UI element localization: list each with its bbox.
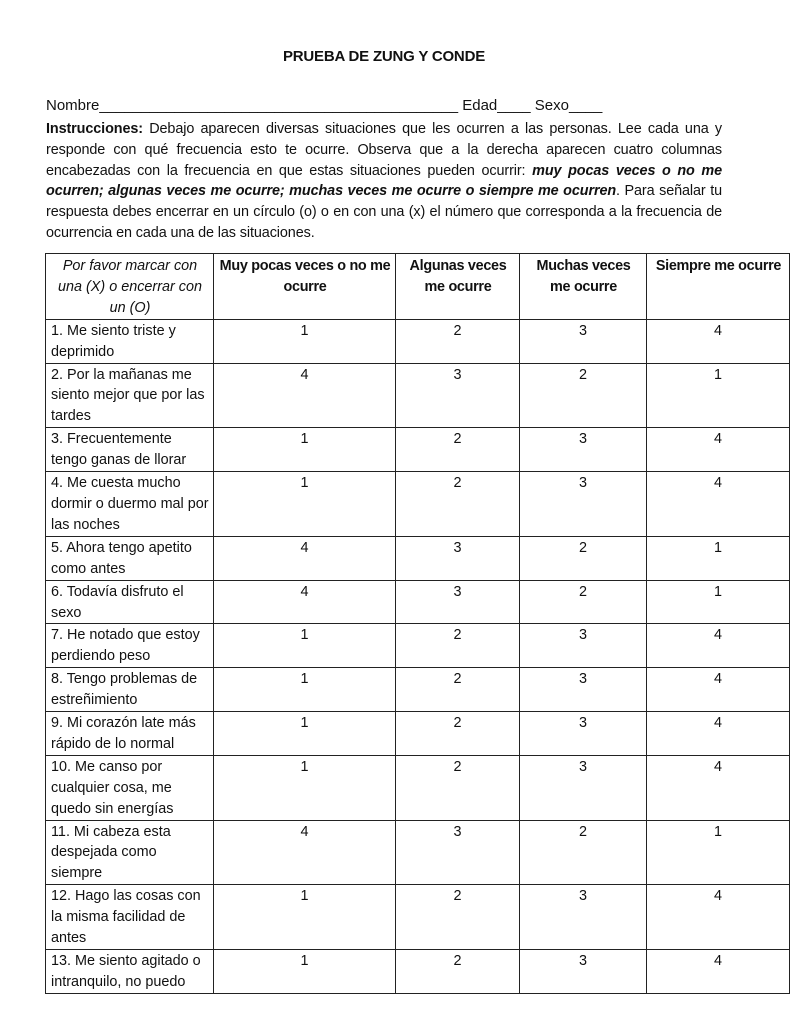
table-row bbox=[46, 755, 790, 820]
score-option[interactable]: 4 bbox=[214, 820, 396, 885]
score-option[interactable]: 1 bbox=[647, 580, 790, 624]
score-option[interactable]: 3 bbox=[520, 624, 647, 668]
header-often: Muchas veces me ocurre bbox=[520, 254, 647, 320]
score-option[interactable]: 4 bbox=[647, 755, 790, 820]
score-option[interactable]: 3 bbox=[520, 885, 647, 950]
item-statement: 13. Me siento agitado o intranquilo, no puedo bbox=[46, 950, 214, 994]
table-row bbox=[46, 624, 790, 668]
score-option[interactable]: 1 bbox=[214, 319, 396, 363]
item-statement: 8. Tengo problemas de estreñimiento bbox=[46, 668, 214, 712]
score-option[interactable]: 4 bbox=[214, 536, 396, 580]
item-statement: 6. Todavía disfruto el sexo bbox=[46, 580, 214, 624]
score-option[interactable]: 1 bbox=[214, 428, 396, 472]
table-row bbox=[46, 472, 790, 537]
item-statement: 10. Me canso por cualquier cosa, me quedo sin energías bbox=[46, 755, 214, 820]
instructions-text-before: Debajo aparecen diversas situaciones que les ocurren a las personas. Lee cada una y responde con qué frecuencia esto te ocurre. Observa que a la derecha aparecen cuatro columnas encabezadas con la frecuencia en que estas situaciones pueden ocurrir: bbox=[46, 121, 722, 179]
score-option[interactable]: 2 bbox=[396, 428, 520, 472]
score-option[interactable]: 1 bbox=[647, 820, 790, 885]
score-option[interactable]: 3 bbox=[520, 319, 647, 363]
item-statement: 5. Ahora tengo apetito como antes bbox=[46, 536, 214, 580]
table-row bbox=[46, 712, 790, 756]
score-option[interactable]: 2 bbox=[396, 319, 520, 363]
score-option[interactable]: 3 bbox=[520, 755, 647, 820]
score-option[interactable]: 4 bbox=[647, 668, 790, 712]
score-option[interactable]: 1 bbox=[214, 472, 396, 537]
item-statement: 12. Hago las cosas con la misma facilidad de antes bbox=[46, 885, 214, 950]
header-always: Siempre me ocurre bbox=[647, 254, 790, 320]
instructions-text-after: . Para señalar tu respuesta debes encerrar en un círculo (o) o en con una (x) el número que corresponda a la frecuencia de ocurrencia en cada una de las situaciones. bbox=[46, 183, 723, 241]
score-option[interactable]: 3 bbox=[520, 950, 647, 994]
table-row bbox=[46, 363, 790, 428]
item-statement: 9. Mi corazón late más rápido de lo normal bbox=[46, 712, 214, 756]
table-row bbox=[46, 536, 790, 580]
score-option[interactable]: 2 bbox=[520, 363, 647, 428]
score-option[interactable]: 4 bbox=[214, 580, 396, 624]
score-option[interactable]: 4 bbox=[647, 624, 790, 668]
score-option[interactable]: 2 bbox=[520, 536, 647, 580]
respondent-fields-line: Nombre___________________________________________ Edad____ Sexo____ bbox=[46, 97, 603, 114]
document-page bbox=[46, 48, 722, 246]
score-option[interactable]: 3 bbox=[520, 712, 647, 756]
score-option[interactable]: 2 bbox=[520, 580, 647, 624]
score-option[interactable]: 1 bbox=[214, 624, 396, 668]
header-rarely: Muy pocas veces o no me ocurre bbox=[214, 254, 396, 320]
table-header-row bbox=[46, 254, 790, 320]
score-option[interactable]: 3 bbox=[520, 472, 647, 537]
zung-scale-table bbox=[45, 253, 790, 994]
table-row bbox=[46, 580, 790, 624]
item-statement: 4. Me cuesta mucho dormir o duermo mal por las noches bbox=[46, 472, 214, 537]
item-statement: 2. Por la mañanas me siento mejor que por las tardes bbox=[46, 363, 214, 428]
score-option[interactable]: 1 bbox=[214, 950, 396, 994]
score-option[interactable]: 3 bbox=[520, 668, 647, 712]
score-option[interactable]: 1 bbox=[214, 885, 396, 950]
score-option[interactable]: 2 bbox=[396, 472, 520, 537]
item-statement: 3. Frecuentemente tengo ganas de llorar bbox=[46, 428, 214, 472]
instructions-options: muy pocas veces o no me ocurren; algunas veces me ocurre; muchas veces me ocurre o siempre me ocurren bbox=[46, 162, 722, 200]
score-option[interactable]: 2 bbox=[396, 668, 520, 712]
score-option[interactable]: 3 bbox=[396, 363, 520, 428]
table-row bbox=[46, 950, 790, 994]
score-option[interactable]: 2 bbox=[396, 885, 520, 950]
table-row bbox=[46, 319, 790, 363]
score-option[interactable]: 3 bbox=[396, 536, 520, 580]
score-option[interactable]: 3 bbox=[520, 428, 647, 472]
header-sometimes: Algunas veces me ocurre bbox=[396, 254, 520, 320]
score-option[interactable]: 2 bbox=[396, 624, 520, 668]
score-option[interactable]: 1 bbox=[214, 668, 396, 712]
score-option[interactable]: 2 bbox=[520, 820, 647, 885]
score-option[interactable]: 3 bbox=[396, 820, 520, 885]
score-option[interactable]: 4 bbox=[647, 950, 790, 994]
score-option[interactable]: 2 bbox=[396, 712, 520, 756]
score-option[interactable]: 4 bbox=[647, 472, 790, 537]
score-option[interactable]: 2 bbox=[396, 950, 520, 994]
item-statement: 7. He notado que estoy perdiendo peso bbox=[46, 624, 214, 668]
instructions-lead: Instrucciones: bbox=[46, 121, 143, 137]
table-row bbox=[46, 820, 790, 885]
score-option[interactable]: 2 bbox=[396, 755, 520, 820]
score-option[interactable]: 1 bbox=[647, 363, 790, 428]
score-option[interactable]: 4 bbox=[647, 428, 790, 472]
table-row bbox=[46, 885, 790, 950]
table-row bbox=[46, 428, 790, 472]
table-body bbox=[46, 319, 790, 993]
score-option[interactable]: 4 bbox=[647, 712, 790, 756]
document-title: PRUEBA DE ZUNG Y CONDE bbox=[282, 48, 486, 65]
table-row bbox=[46, 668, 790, 712]
score-option[interactable]: 4 bbox=[647, 885, 790, 950]
item-statement: 11. Mi cabeza esta despejada como siempre bbox=[46, 820, 214, 885]
score-option[interactable]: 1 bbox=[214, 712, 396, 756]
score-option[interactable]: 1 bbox=[214, 755, 396, 820]
score-option[interactable]: 4 bbox=[647, 319, 790, 363]
score-option[interactable]: 1 bbox=[647, 536, 790, 580]
instructions-paragraph bbox=[46, 119, 722, 244]
score-option[interactable]: 4 bbox=[214, 363, 396, 428]
item-statement: 1. Me siento triste y deprimido bbox=[46, 319, 214, 363]
score-option[interactable]: 3 bbox=[396, 580, 520, 624]
header-instruction-cell: Por favor marcar con una (X) o encerrar con un (O) bbox=[46, 254, 214, 320]
